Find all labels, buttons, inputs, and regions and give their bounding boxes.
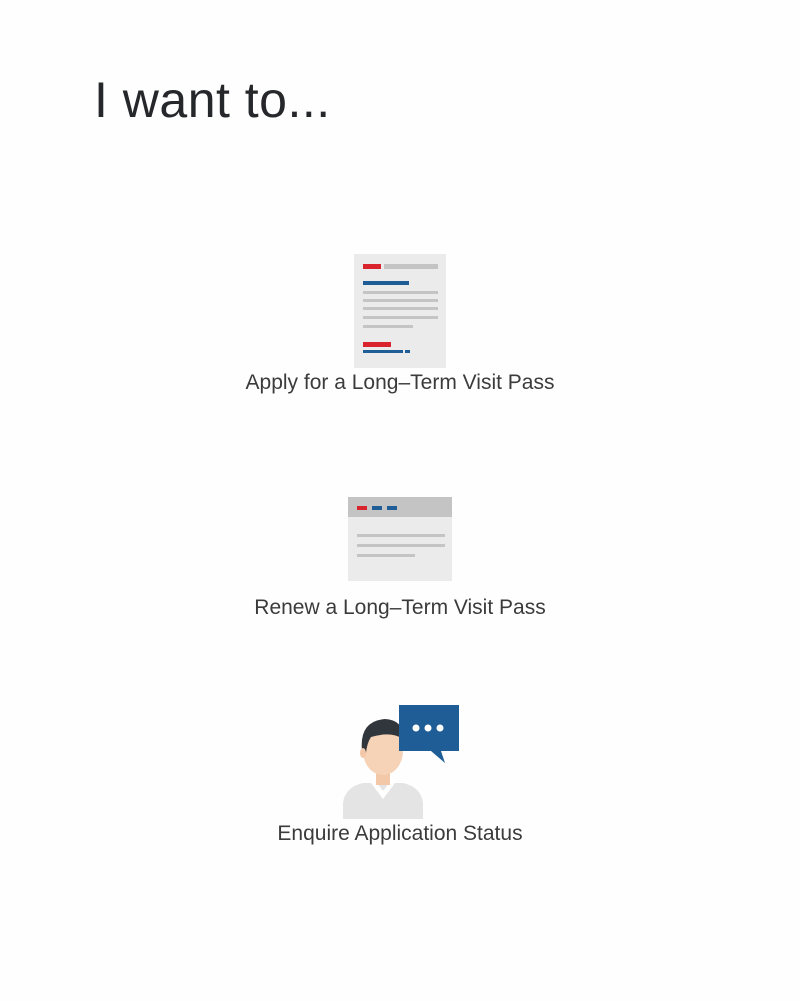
- application-form-icon: [354, 254, 446, 368]
- apply-ltvp-label: Apply for a Long–Term Visit Pass: [245, 371, 555, 394]
- renew-ltvp-label: Renew a Long–Term Visit Pass: [254, 596, 546, 619]
- browser-window-icon: [348, 497, 452, 581]
- enquire-status-option[interactable]: [0, 703, 800, 847]
- renew-ltvp-option[interactable]: [0, 497, 800, 621]
- apply-ltvp-option[interactable]: [0, 254, 800, 396]
- person-chat-icon: [341, 703, 459, 819]
- enquire-status-label: Enquire Application Status: [277, 822, 523, 845]
- page-title: I want to...: [94, 72, 331, 128]
